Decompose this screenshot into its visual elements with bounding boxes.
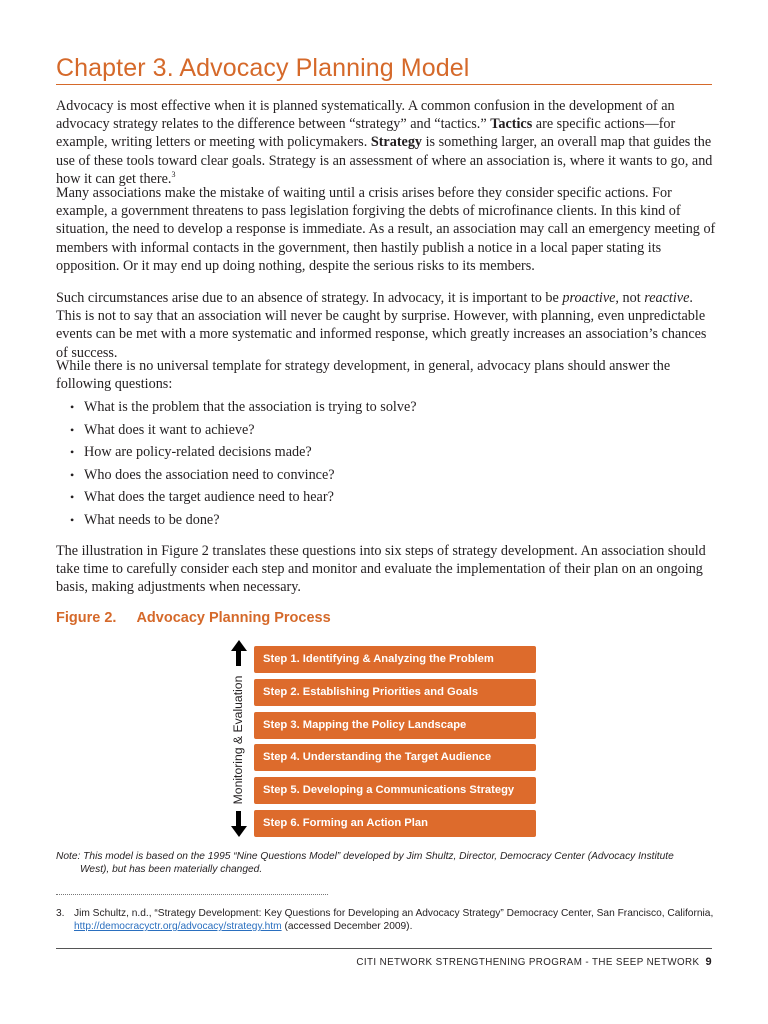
figure-note-line-2: West), but has been materially changed.: [80, 864, 263, 875]
p3-text-a: Such circumstances arise due to an absence of strategy. In advocacy, it is important to be: [56, 290, 563, 306]
paragraph-figure-intro: The illustration in Figure 2 translates these questions into six steps of strategy development. An association should take time to carefully consider each step and monitor and evaluate the implementation of their plan on an ongoing basis, making adjustments when necessary.: [56, 543, 706, 596]
question-item: • Who does the association need to convince?: [70, 466, 417, 489]
page-footer: [356, 956, 712, 968]
step-box-2: Step 2. Establishing Priorities and Goals: [254, 679, 536, 706]
term-reactive: reactive: [644, 290, 690, 306]
term-tactics: Tactics: [490, 116, 533, 133]
monitoring-evaluation-label: Monitoring & Evaluation: [231, 675, 245, 805]
figure-number: Figure 2.: [56, 610, 117, 626]
figure-note-line-1: Note: This model is based on the 1995 “Nine Questions Model” developed by Jim Shultz, Director, Democracy Center (Advocacy Institute: [56, 851, 674, 862]
question-item: • What is the problem that the association is trying to solve?: [70, 398, 417, 421]
term-strategy: Strategy: [370, 134, 423, 151]
title-divider: [56, 84, 712, 85]
arrow-up-shaft: [236, 650, 241, 666]
footnote-text: Jim Schultz, n.d., “Strategy Development: Key Questions for Developing an Advocacy Strategy” Democracy Center, San Francisco, California,: [74, 908, 714, 919]
figure-title: [56, 610, 331, 626]
figure-note: [56, 850, 716, 876]
arrow-down-icon: [231, 826, 247, 837]
p3-text-c: not: [618, 290, 645, 306]
footnote-divider: [56, 894, 328, 895]
footnote-number: 3.: [56, 908, 65, 919]
questions-list: [70, 398, 417, 534]
step-box-4: Step 4. Understanding the Target Audience: [254, 744, 536, 771]
p1-text-a: Advocacy is most effective when it is planned systematically. A common confusion in the development of an advocacy strategy relates to the difference between “strategy” and “tactics.”: [56, 98, 675, 133]
page-number: 9: [705, 956, 712, 968]
question-item: • How are policy-related decisions made?: [70, 443, 417, 466]
step-box-5: Step 5. Developing a Communications Strategy: [254, 777, 536, 804]
footnote-link[interactable]: http://democracyctr.org/advocacy/strategy.htm: [74, 921, 282, 932]
term-proactive: proactive,: [562, 290, 619, 306]
footer-text: CITI NETWORK STRENGTHENING PROGRAM - THE SEEP NETWORK: [356, 957, 700, 968]
paragraph-crisis-example: Many associations make the mistake of waiting until a crisis arises before they consider specific actions. For example, a government threatens to pass legislation forgiving the debts of microfinance clients. In this kind of situation, the need to develop a response is immediate. As a result, an association may call an emergency meeting of members with informal contacts in the government, then hastily publish a notice in a local paper stating its opposition. Or it may end up doing nothing, despite the serious risks to its members.: [56, 185, 716, 274]
arrow-down-shaft: [236, 811, 241, 827]
p3-text-e: . This is not to say that an association will never be caught by surprise. However, with planning, even unpredictable events can be met with a more systematic and informed response, which greatly increases an association’s chances of success.: [56, 290, 707, 361]
paragraph-strategy-vs-tactics: [56, 97, 716, 188]
chapter-title: Chapter 3. Advocacy Planning Model: [56, 54, 470, 82]
p1-text-c: are specific actions—for example, writing letters or meeting with policymakers.: [56, 116, 676, 151]
footnote-ref-3[interactable]: 3: [171, 169, 176, 179]
step-box-6: Step 6. Forming an Action Plan: [254, 810, 536, 837]
p1-text-e: is something larger, an overall map that guides the use of these tools toward clear goals. Strategy is an assessment of where an association is, where it wants to go, and how it can get there.: [56, 134, 713, 187]
question-item: • What does it want to achieve?: [70, 421, 417, 444]
footnote: [56, 907, 716, 933]
paragraph-proactive: [56, 289, 716, 362]
question-item: • What does the target audience need to hear?: [70, 488, 417, 511]
step-box-1: Step 1. Identifying & Analyzing the Problem: [254, 646, 536, 673]
figure-caption: Advocacy Planning Process: [136, 610, 331, 626]
question-item: • What needs to be done?: [70, 511, 417, 534]
paragraph-questions-intro: While there is no universal template for strategy development, in general, advocacy plans should answer the following questions:: [56, 358, 671, 393]
footnote-accessed: (accessed December 2009).: [281, 921, 413, 932]
step-box-3: Step 3. Mapping the Policy Landscape: [254, 712, 536, 739]
footer-divider: [56, 948, 712, 949]
